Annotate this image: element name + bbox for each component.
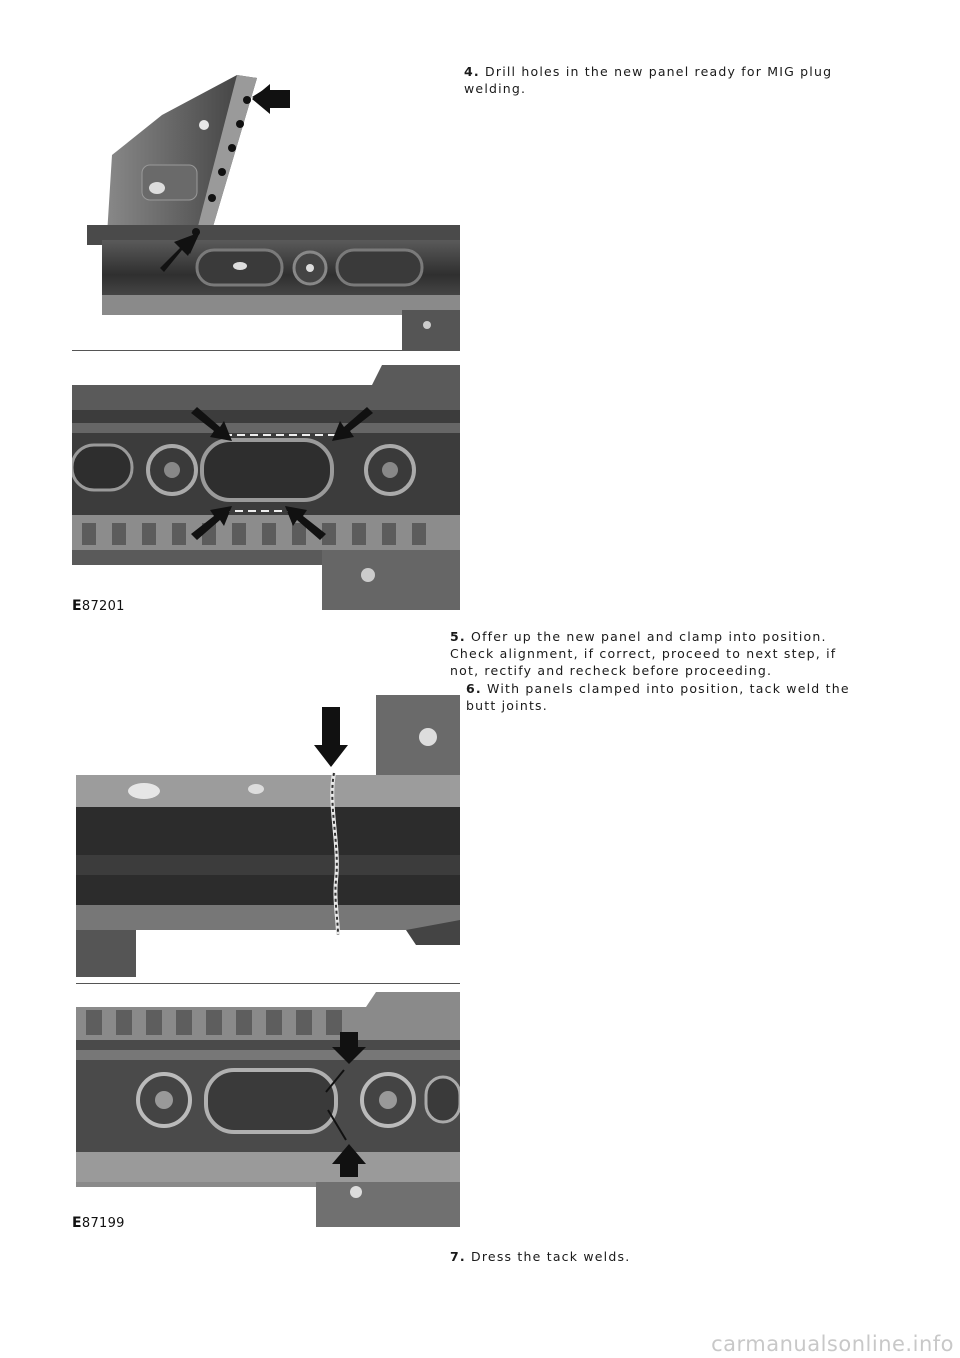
figure-id-prefix: E: [72, 1215, 82, 1231]
step-4: [464, 63, 884, 97]
step-number: 5.: [450, 629, 466, 644]
watermark: carmanualsonline.info: [711, 1332, 954, 1356]
figure-id-prefix: E: [72, 598, 82, 614]
step-text: With panels clamped into position, tack weld the butt joints.: [466, 681, 850, 713]
step-5: [450, 628, 855, 679]
step-text: Dress the tack welds.: [471, 1249, 631, 1264]
step-7: [450, 1248, 850, 1265]
figure-butt-joint: [76, 695, 460, 977]
step-number: 6.: [466, 681, 482, 696]
step-6: [466, 680, 856, 714]
figure-tack-weld-closeup: [76, 992, 460, 1227]
step-number: 4.: [464, 64, 480, 79]
figure-divider: [76, 983, 460, 984]
step-text: Offer up the new panel and clamp into position. Check alignment, if correct, proceed to next step, if not, rectify and recheck before proceeding.: [450, 629, 837, 678]
figure-id: [72, 1215, 125, 1231]
figure-id-number: 87199: [81, 1216, 125, 1231]
step-text: Drill holes in the new panel ready for MIG plug welding.: [464, 64, 833, 96]
figure-id: [72, 598, 125, 614]
figure-bracket-drilling: [72, 70, 460, 350]
figure-rail-closeup: [72, 365, 460, 610]
step-number: 7.: [450, 1249, 466, 1264]
figure-divider: [72, 350, 460, 351]
figure-id-number: 87201: [81, 599, 125, 614]
